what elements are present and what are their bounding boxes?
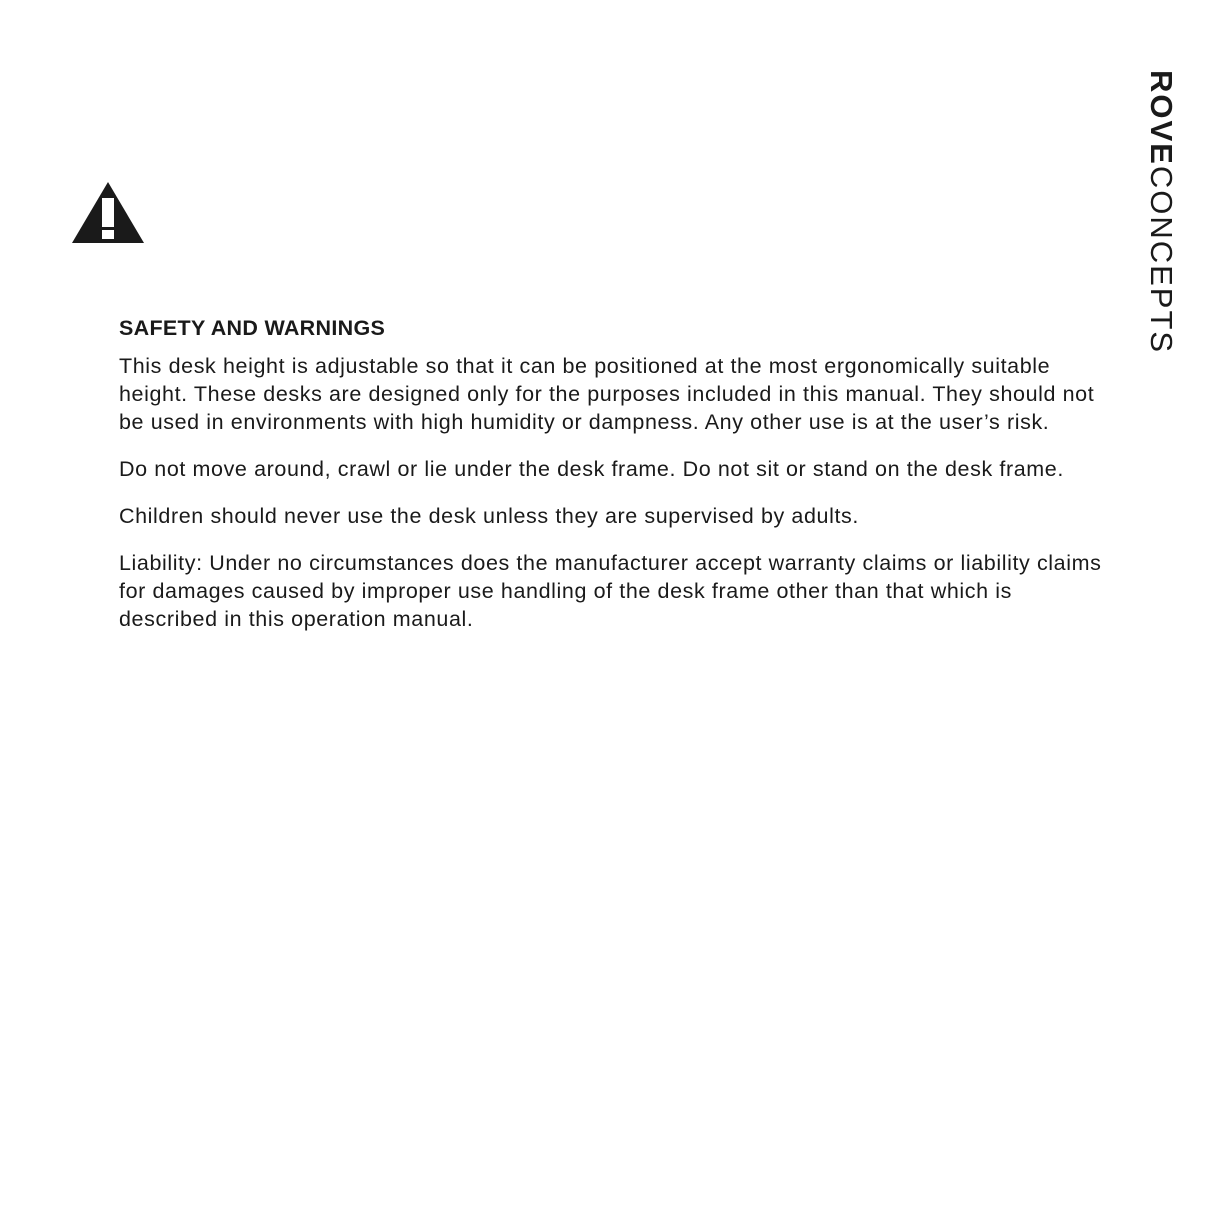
brand-logo bbox=[1146, 70, 1177, 354]
brand-name-strong: ROVE bbox=[1144, 70, 1179, 166]
paragraph-adjustable: This desk height is adjustable so that it can be positioned at the most ergonomically suitable height. These desks are designed only for the purposes included in this manual. They should not be used in environments with high humidity or dampness. Any other use is at the user’s risk. bbox=[119, 354, 1095, 434]
safety-section bbox=[119, 316, 1114, 652]
paragraph-children: Children should never use the desk unless they are supervised by adults. bbox=[119, 504, 859, 528]
paragraph-movement: Do not move around, crawl or lie under the desk frame. Do not sit or stand on the desk frame. bbox=[119, 457, 1064, 481]
section-title: SAFETY AND WARNINGS bbox=[119, 316, 386, 340]
brand-name-light: CONCEPTS bbox=[1144, 165, 1179, 355]
paragraph-liability: Liability: Under no circumstances does the manufacturer accept warranty claims or liability claims for damages caused by improper use handling of the desk frame other than that which is described in this operation manual. bbox=[119, 551, 1102, 631]
warning-triangle-icon bbox=[72, 182, 144, 244]
